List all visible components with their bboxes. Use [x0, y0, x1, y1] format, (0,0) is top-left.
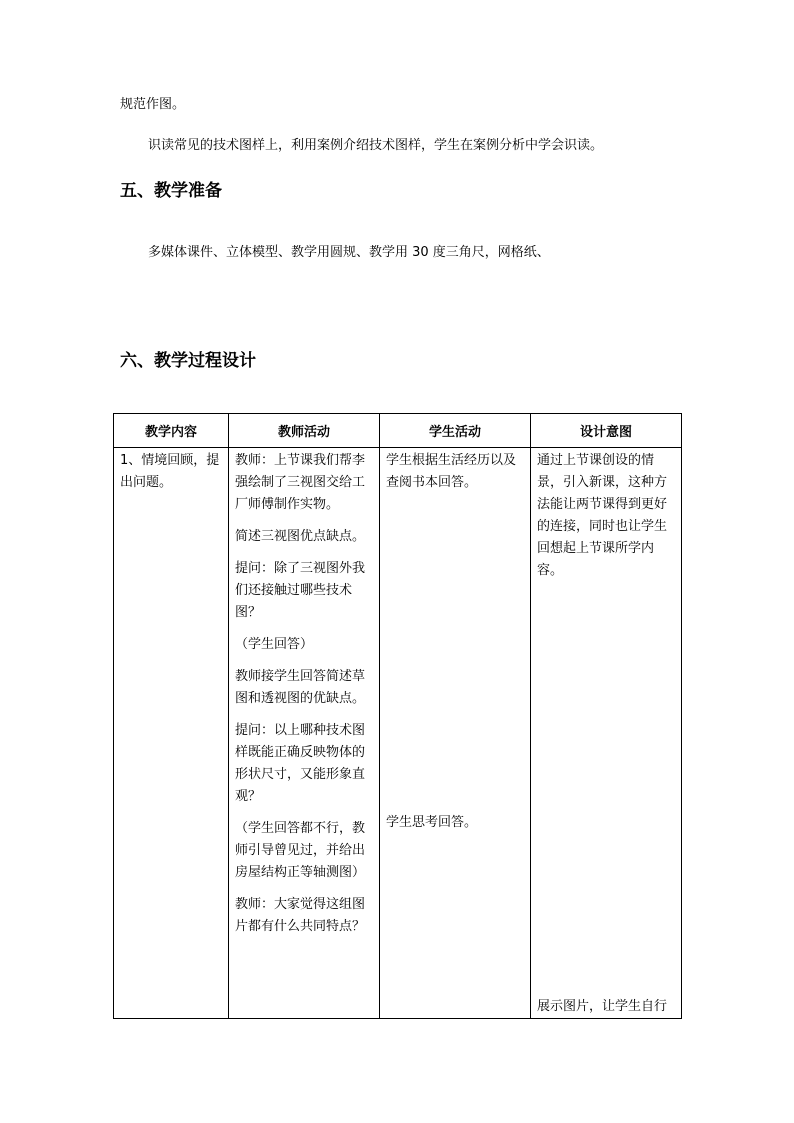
student-activity-list — [386, 450, 524, 1018]
table-header-row — [114, 414, 682, 448]
teacher-activity-list — [235, 450, 373, 1018]
student-response-2: 学生思考回答。 — [386, 815, 478, 830]
teacher-step: 教师接学生回答简述草图和透视图的优缺点。 — [235, 669, 366, 706]
teacher-step: 简述三视图优点缺点。 — [235, 529, 366, 544]
cell-teaching-content — [114, 448, 229, 1019]
teacher-step: 教师：大家觉得这组图片都有什么共同特点？ — [235, 897, 366, 934]
content-text: 1、情境回顾，提出问题。 — [120, 453, 220, 490]
materials-text: 多媒体课件、立体模型、教学用圆规、教学用 30 度三角尺，网格纸、 — [148, 245, 550, 260]
table-row — [114, 448, 682, 1019]
teacher-step: 提问：除了三视图外我们还接触过哪些技术图？ — [235, 561, 366, 620]
header-teaching-content: 教学内容 — [114, 414, 229, 448]
cell-teacher-activity — [229, 448, 380, 1019]
header-design-intent: 设计意图 — [531, 414, 682, 448]
teacher-step: （学生回答） — [235, 637, 314, 652]
intro-line: 规范作图。 — [120, 97, 186, 112]
student-response-1: 学生根据生活经历以及查阅书本回答。 — [386, 453, 517, 490]
design-intent-1: 通过上节课创设的情景，引入新课，这种方法能让两节课得到更好的连接，同时也让学生回想起上节课所学内容。 — [537, 453, 668, 578]
teacher-step: 教师：上节课我们帮李强绘制了三视图交给工厂师傅制作实物。 — [235, 453, 366, 512]
section6-heading: 六、教学过程设计 — [120, 351, 256, 371]
header-student-activity: 学生活动 — [380, 414, 531, 448]
cell-design-intent — [531, 448, 682, 1019]
method-text: 识读常见的技术图样上，利用案例介绍技术图样，学生在案例分析中学会识读。 — [148, 138, 604, 153]
cell-student-activity — [380, 448, 531, 1019]
section5-heading: 五、教学准备 — [120, 181, 222, 201]
design-intent-2: 展示图片，让学生自行 — [537, 999, 668, 1014]
header-teacher-activity: 教师活动 — [229, 414, 380, 448]
teacher-step: 提问：以上哪种技术图样既能正确反映物体的形状尺寸，又能形象直观？ — [235, 723, 366, 804]
teacher-step: （学生回答都不行，教师引导曾见过，并给出房屋结构正等轴测图） — [235, 821, 366, 880]
teaching-process-table — [113, 413, 682, 1019]
design-intent-list — [537, 450, 675, 1018]
